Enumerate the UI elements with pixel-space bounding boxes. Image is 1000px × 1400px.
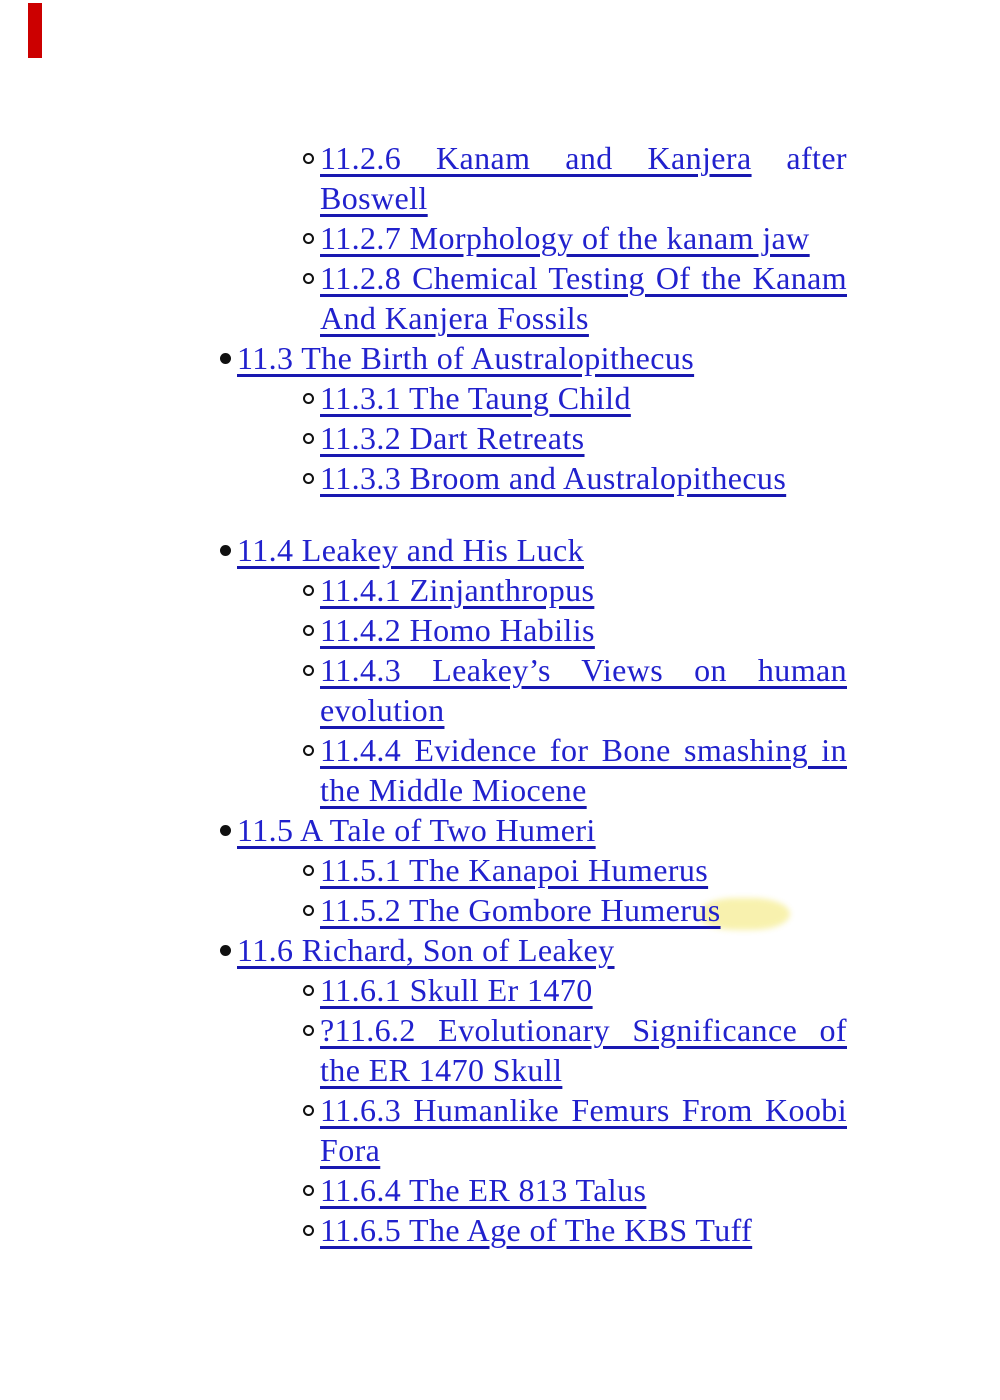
toc-line xyxy=(237,338,1000,378)
toc-link[interactable]: 11.6.3 Humanlike Femurs From Koobi xyxy=(320,1092,847,1128)
bullet-circle-icon xyxy=(303,745,314,756)
bullet-circle-icon xyxy=(303,625,314,636)
bullet-disc-icon xyxy=(220,545,231,556)
bullet-circle-icon xyxy=(303,985,314,996)
toc-line xyxy=(320,1210,847,1250)
toc-item xyxy=(0,418,1000,458)
toc-link[interactable]: 11.4 Leakey and His Luck xyxy=(237,532,584,568)
toc-item xyxy=(0,610,1000,650)
toc-link[interactable]: 11.4.3 Leakey’s Views on human xyxy=(320,652,847,688)
toc-line xyxy=(320,730,847,770)
bullet-circle-icon xyxy=(303,665,314,676)
toc-line xyxy=(320,570,847,610)
bullet-circle-icon xyxy=(303,153,314,164)
toc-item xyxy=(0,338,1000,378)
bullet-disc-icon xyxy=(220,353,231,364)
toc-link[interactable]: 11.5.2 The Gombore Humerus xyxy=(320,892,721,928)
toc-list xyxy=(0,138,1000,1250)
toc-item xyxy=(0,1010,1000,1090)
bullet-circle-icon xyxy=(303,393,314,404)
toc-link[interactable]: ?11.6.2 Evolutionary Significance of xyxy=(320,1012,847,1048)
toc-link[interactable]: 11.6.5 The Age of The KBS Tuff xyxy=(320,1212,753,1248)
toc-line xyxy=(320,850,847,890)
toc-item xyxy=(0,378,1000,418)
toc-line xyxy=(320,1090,847,1130)
toc-link[interactable]: 11.2.7 Morphology of the kanam jaw xyxy=(320,220,810,256)
toc-link[interactable]: Fora xyxy=(320,1132,381,1168)
toc-line xyxy=(320,1010,847,1050)
toc-item xyxy=(0,1170,1000,1210)
toc-line xyxy=(320,1170,847,1210)
toc-link[interactable]: evolution xyxy=(320,692,445,728)
toc-link[interactable]: the ER 1470 Skull xyxy=(320,1052,563,1088)
toc-line xyxy=(320,970,847,1010)
toc-item xyxy=(0,570,1000,610)
toc-line xyxy=(320,610,847,650)
bullet-circle-icon xyxy=(303,233,314,244)
toc-line xyxy=(320,378,847,418)
toc-item xyxy=(0,530,1000,570)
toc-link[interactable]: 11.3 The Birth of Australopithecus xyxy=(237,340,695,376)
toc-line xyxy=(320,650,847,690)
toc-item xyxy=(0,1210,1000,1250)
bullet-circle-icon xyxy=(303,473,314,484)
toc-line xyxy=(237,810,1000,850)
toc-line xyxy=(320,1050,847,1090)
toc-link[interactable]: 11.4.4 Evidence for Bone smashing in xyxy=(320,732,847,768)
toc-item xyxy=(0,138,1000,218)
toc-item xyxy=(0,850,1000,890)
toc-item xyxy=(0,930,1000,970)
toc-item xyxy=(0,890,1000,930)
toc-link[interactable]: And Kanjera Fossils xyxy=(320,300,589,336)
toc-link[interactable]: 11.3.2 Dart Retreats xyxy=(320,420,585,456)
toc-item xyxy=(0,970,1000,1010)
toc-item xyxy=(0,1090,1000,1170)
toc-item xyxy=(0,730,1000,810)
toc-line xyxy=(320,138,847,178)
toc-link[interactable]: 11.6.4 The ER 813 Talus xyxy=(320,1172,647,1208)
bullet-disc-icon xyxy=(220,945,231,956)
bullet-circle-icon xyxy=(303,273,314,284)
toc-link[interactable]: 11.2.6 Kanam and Kanjera xyxy=(320,140,752,176)
toc-line xyxy=(320,690,847,730)
bullet-circle-icon xyxy=(303,905,314,916)
toc-text: after xyxy=(751,140,847,176)
toc-line xyxy=(320,1130,847,1170)
toc-link[interactable]: 11.4.1 Zinjanthropus xyxy=(320,572,595,608)
scan-red-bar-artifact xyxy=(28,3,42,58)
toc-line xyxy=(320,770,847,810)
toc-line xyxy=(320,218,847,258)
bullet-circle-icon xyxy=(303,1025,314,1036)
toc-link[interactable]: 11.6 Richard, Son of Leakey xyxy=(237,932,615,968)
toc-link[interactable]: the Middle Miocene xyxy=(320,772,587,808)
toc-item xyxy=(0,218,1000,258)
toc-item xyxy=(0,258,1000,338)
bullet-circle-icon xyxy=(303,1185,314,1196)
toc-link[interactable]: 11.3.3 Broom and Australopithecus xyxy=(320,460,787,496)
toc-line xyxy=(320,178,847,218)
bullet-circle-icon xyxy=(303,585,314,596)
toc-line xyxy=(320,298,847,338)
toc-link[interactable]: 11.2.8 Chemical Testing Of the Kanam xyxy=(320,260,847,296)
bullet-circle-icon xyxy=(303,865,314,876)
toc-link[interactable]: 11.3.1 The Taung Child xyxy=(320,380,631,416)
toc-line xyxy=(237,930,1000,970)
toc-link[interactable]: Boswell xyxy=(320,180,428,216)
toc-item xyxy=(0,650,1000,730)
toc-line xyxy=(237,530,1000,570)
bullet-circle-icon xyxy=(303,1105,314,1116)
toc-link[interactable]: 11.5 A Tale of Two Humeri xyxy=(237,812,596,848)
toc-line xyxy=(320,458,847,498)
toc-line xyxy=(320,258,847,298)
toc-link[interactable]: 11.5.1 The Kanapoi Humerus xyxy=(320,852,709,888)
toc-item xyxy=(0,810,1000,850)
bullet-circle-icon xyxy=(303,433,314,444)
bullet-circle-icon xyxy=(303,1225,314,1236)
toc-item xyxy=(0,458,1000,498)
toc-link[interactable]: 11.6.1 Skull Er 1470 xyxy=(320,972,593,1008)
toc-line xyxy=(320,418,847,458)
toc-link[interactable]: 11.4.2 Homo Habilis xyxy=(320,612,595,648)
bullet-disc-icon xyxy=(220,825,231,836)
toc-line xyxy=(320,890,847,930)
